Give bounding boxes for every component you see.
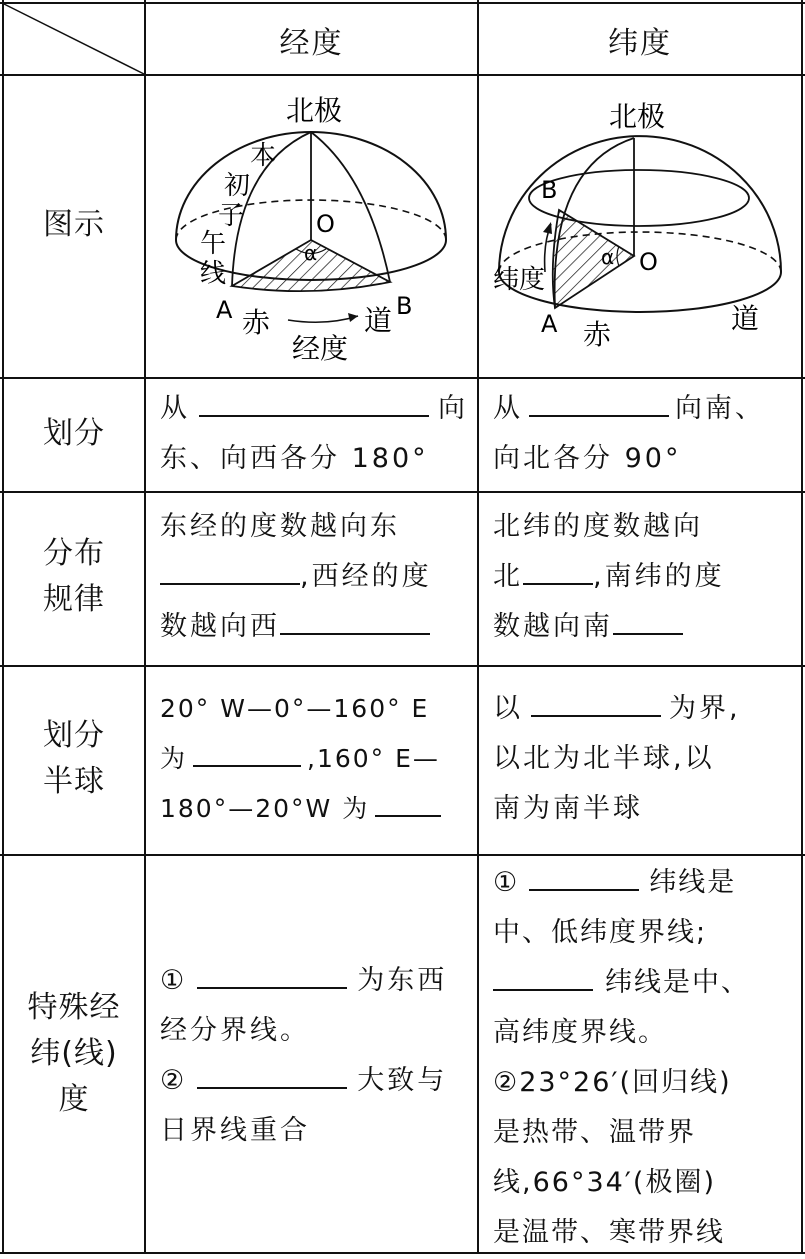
equator-right-label: 道 xyxy=(364,304,393,337)
answer-blank xyxy=(193,739,301,767)
table-row-divider xyxy=(0,854,805,856)
point-o-label: O xyxy=(316,210,335,238)
hemisphere-longitude-text: 20° W—0°—160° E 为 ,160° E— 180°—20°W 为 xyxy=(160,694,440,823)
pattern-latitude-text: 北纬的度数越向 北 ,南纬的度 数越向南 xyxy=(493,511,725,642)
answer-blank xyxy=(523,557,593,585)
answer-blank xyxy=(197,1061,347,1089)
row-label-pattern: 分布 规律 xyxy=(43,536,105,617)
point-b-label: B xyxy=(396,292,413,320)
table-row-divider xyxy=(0,665,805,667)
answer-blank xyxy=(199,389,429,417)
north-pole-label: 北极 xyxy=(285,94,343,127)
alpha-label: α xyxy=(304,241,318,265)
row-label-division: 划分 xyxy=(43,416,105,451)
special-latitude-text: ① 纬线是 中、低纬度界线; 纬线是中、 高纬度界线。 ②23°26′(回归线) 是热带、温带界 线,66°34′(极圈) 是温带、寒带界线 xyxy=(493,858,797,1258)
longitude-diagram xyxy=(146,76,477,377)
header-latitude: 纬度 xyxy=(608,26,672,61)
answer-blank xyxy=(280,607,430,635)
answer-blank xyxy=(531,689,661,717)
prime-meridian-char: 子 xyxy=(218,201,245,231)
table-row-divider xyxy=(0,491,805,493)
answer-blank xyxy=(493,963,593,991)
header-longitude: 经度 xyxy=(279,26,344,61)
equator-left-label: 赤 xyxy=(242,306,271,339)
point-o-label: O xyxy=(639,248,658,276)
row-label-special: 特殊经 纬(线) 度 xyxy=(27,990,121,1117)
longitude-measure-label: 经度 xyxy=(292,332,349,365)
division-longitude-text: 从 向 东、向西各分 180° xyxy=(160,384,468,484)
answer-blank xyxy=(197,961,347,989)
answer-blank xyxy=(613,607,683,635)
row-label-diagram: 图示 xyxy=(43,207,105,242)
division-latitude-text: 从 向南、 向北各分 90° xyxy=(493,384,793,484)
latitude-sector xyxy=(553,210,634,308)
point-b-label: B xyxy=(541,176,558,204)
prime-meridian-char: 线 xyxy=(200,259,227,289)
point-a-label: A xyxy=(216,296,233,324)
answer-blank xyxy=(529,389,669,417)
hemisphere-latitude-text: 以 为界, 以北为北半球,以 南为南半球 xyxy=(493,684,793,834)
equator-left-label: 赤 xyxy=(583,318,612,351)
table-border-right xyxy=(801,0,803,1254)
header-corner-diagonal xyxy=(0,0,146,76)
latitude-measure-label: 纬度 xyxy=(493,265,546,295)
table-row-divider xyxy=(0,377,805,379)
alpha-label: α xyxy=(601,245,615,269)
pattern-longitude-text: 东经的度数越向东 ,西经的度 数越向西 xyxy=(160,511,432,642)
prime-meridian-char: 初 xyxy=(224,171,251,201)
prime-meridian-char: 午 xyxy=(200,229,227,259)
answer-blank xyxy=(160,557,300,585)
special-longitude-text: ① 为东西 经分界线。 ② 大致与 日界线重合 xyxy=(160,956,468,1156)
north-pole-label: 北极 xyxy=(608,100,666,133)
answer-blank xyxy=(529,863,639,891)
latitude-diagram xyxy=(479,76,801,377)
prime-meridian-char: 本 xyxy=(250,141,277,171)
point-a-label: A xyxy=(541,310,558,338)
equator-right-label: 道 xyxy=(731,302,760,335)
answer-blank xyxy=(375,789,441,817)
row-label-hemisphere: 划分 半球 xyxy=(43,718,105,799)
